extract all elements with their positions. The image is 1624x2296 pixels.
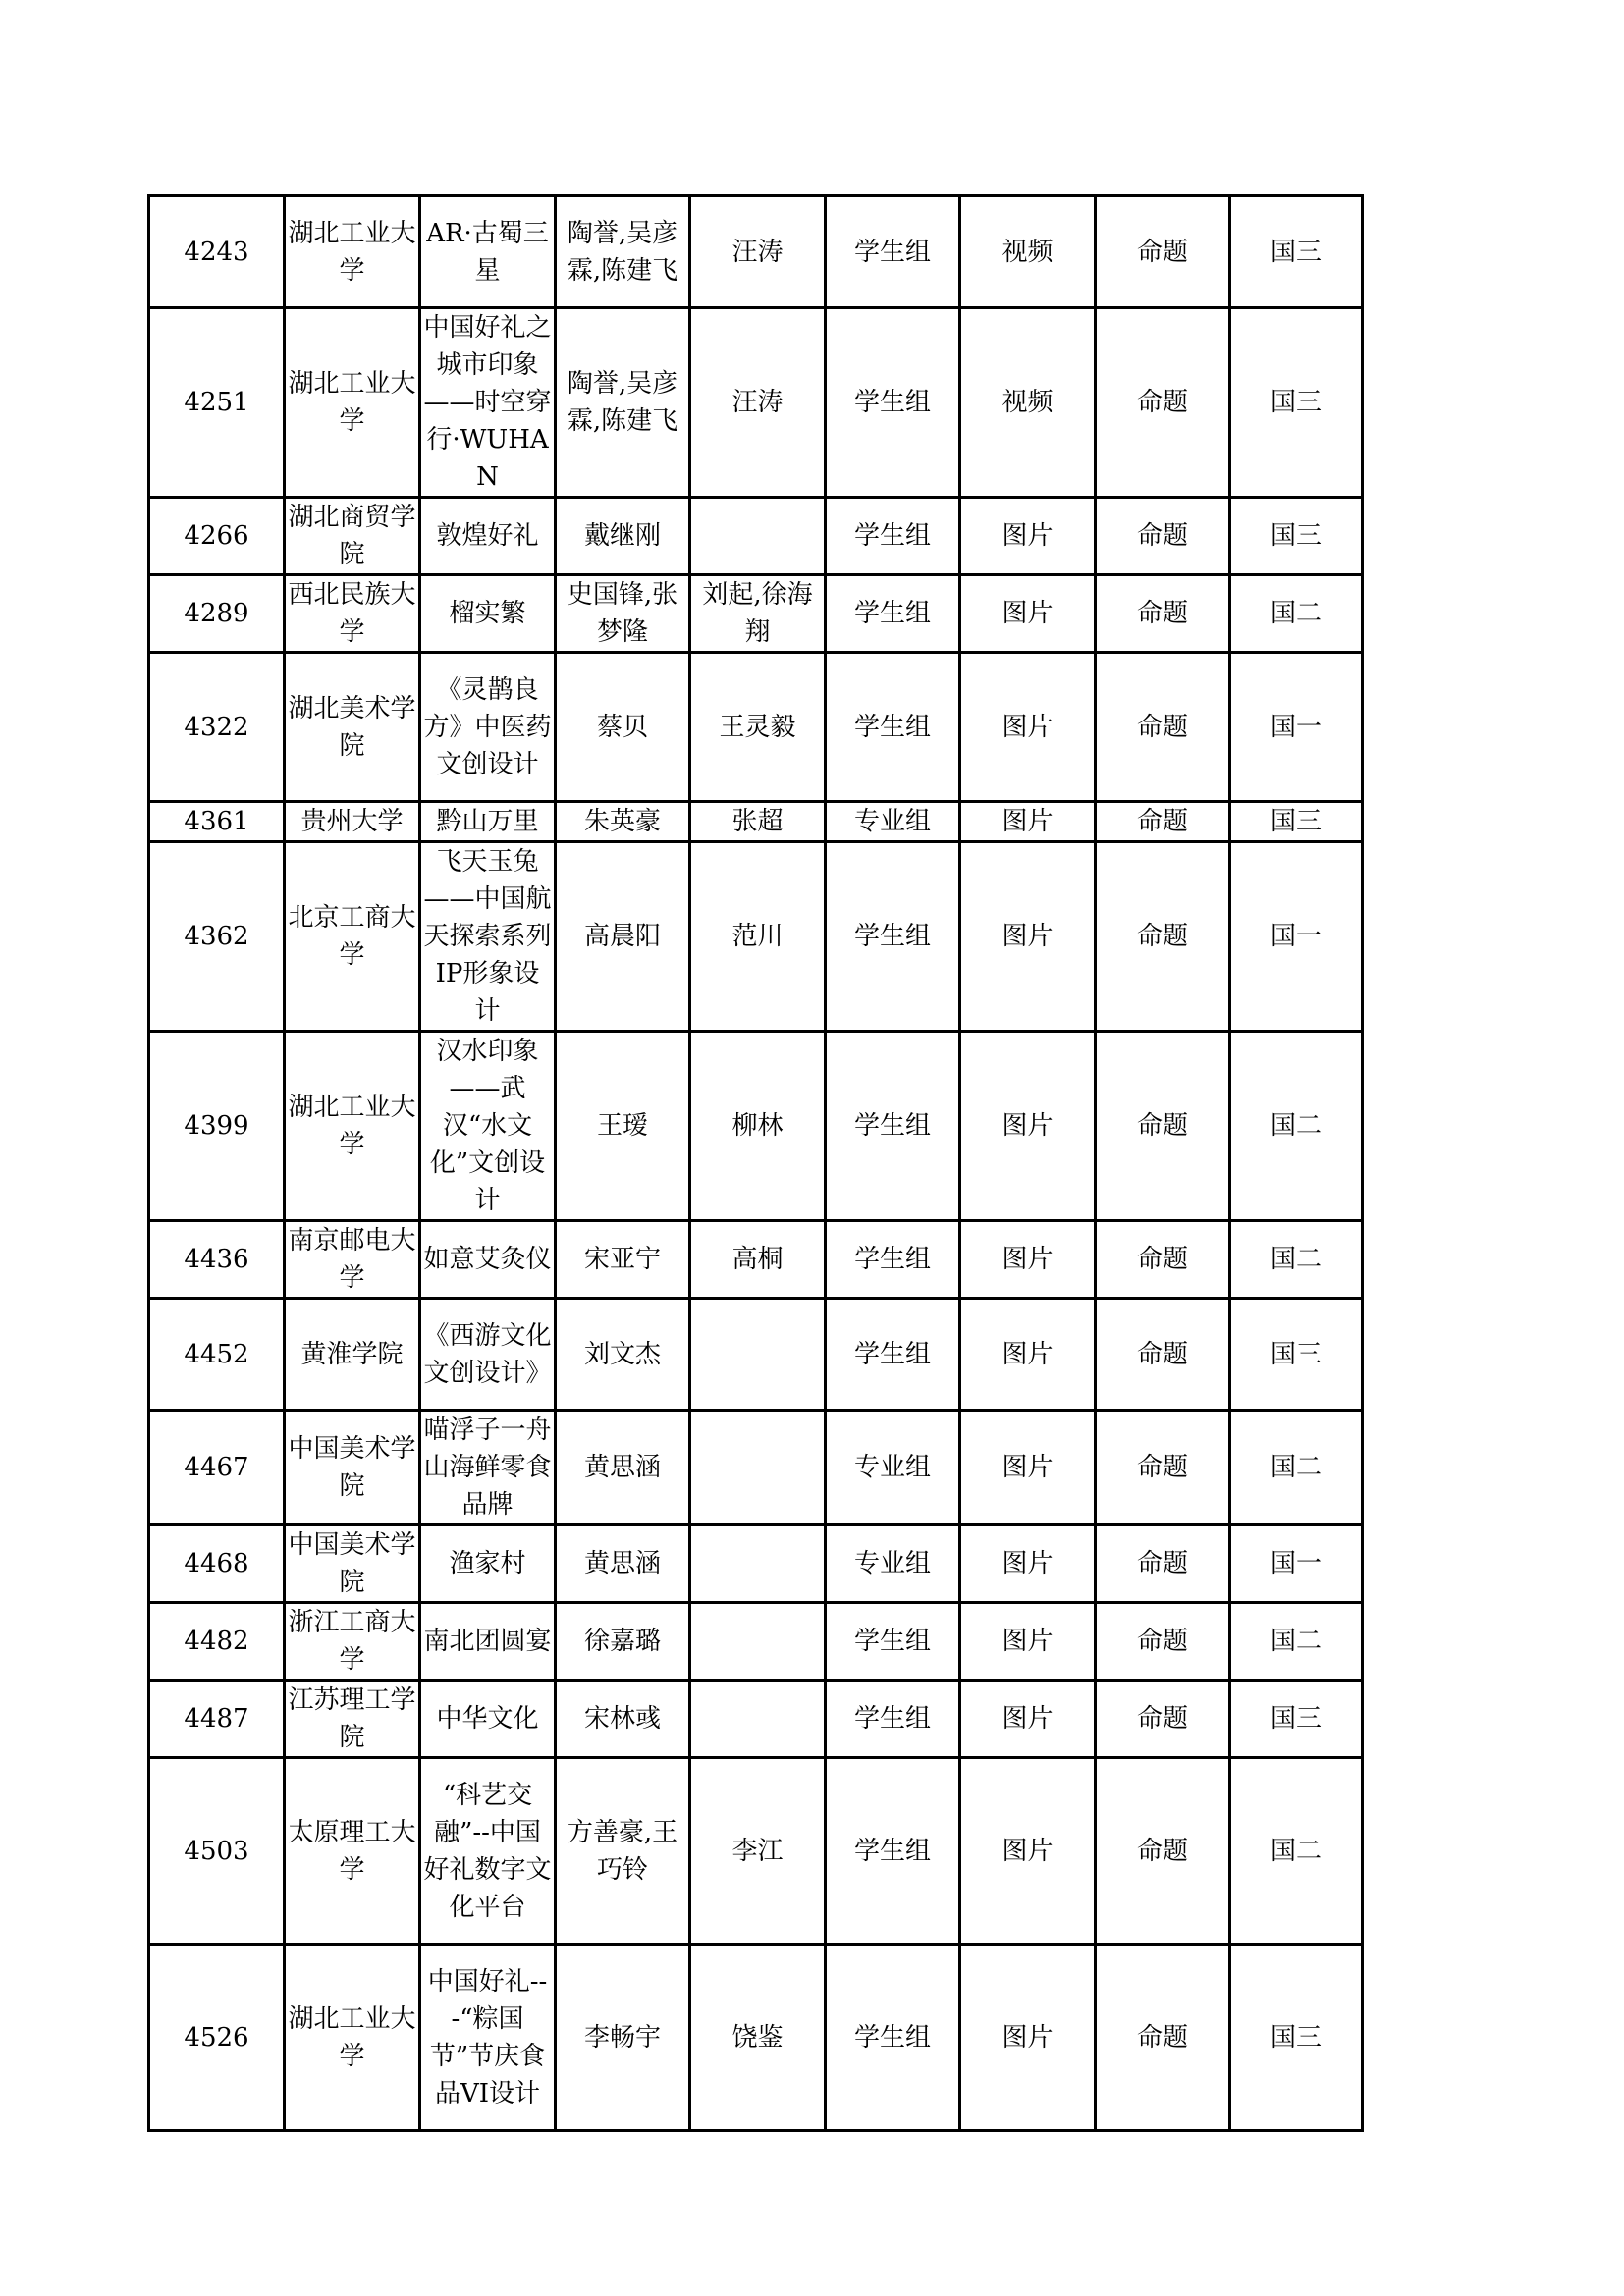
cell-advisor (690, 1681, 826, 1758)
cell-category: 命题 (1096, 802, 1230, 842)
cell-category: 命题 (1096, 842, 1230, 1032)
cell-type: 图片 (960, 498, 1096, 575)
table-row (149, 1411, 1363, 1525)
table-row (149, 575, 1363, 653)
cell-award: 国二 (1230, 1221, 1363, 1299)
cell-title: “科艺交融”--中国好礼数字文化平台 (420, 1758, 556, 1945)
cell-id: 4482 (149, 1603, 285, 1681)
cell-group: 学生组 (826, 575, 960, 653)
cell-advisor: 刘起,徐海翔 (690, 575, 826, 653)
cell-id: 4452 (149, 1299, 285, 1411)
cell-category: 命题 (1096, 1758, 1230, 1945)
cell-group: 学生组 (826, 1299, 960, 1411)
table-row (149, 1299, 1363, 1411)
table-row (149, 653, 1363, 802)
cell-type: 图片 (960, 1945, 1096, 2131)
cell-school: 湖北工业大学 (285, 1032, 420, 1221)
cell-type: 图片 (960, 1032, 1096, 1221)
cell-school: 黄淮学院 (285, 1299, 420, 1411)
cell-authors: 陶誉,吴彦霖,陈建飞 (556, 196, 690, 308)
cell-advisor: 范川 (690, 842, 826, 1032)
cell-award: 国二 (1230, 1758, 1363, 1945)
cell-title: 榴实繁 (420, 575, 556, 653)
cell-award: 国一 (1230, 842, 1363, 1032)
cell-authors: 黄思涵 (556, 1411, 690, 1525)
cell-type: 图片 (960, 1525, 1096, 1603)
cell-title: 如意艾灸仪 (420, 1221, 556, 1299)
cell-award: 国二 (1230, 1032, 1363, 1221)
cell-award: 国三 (1230, 196, 1363, 308)
cell-award: 国三 (1230, 498, 1363, 575)
cell-id: 4468 (149, 1525, 285, 1603)
cell-title: 南北团圆宴 (420, 1603, 556, 1681)
cell-title: 喵浮子一舟山海鲜零食品牌 (420, 1411, 556, 1525)
cell-type: 图片 (960, 842, 1096, 1032)
cell-authors: 刘文杰 (556, 1299, 690, 1411)
cell-group: 学生组 (826, 1681, 960, 1758)
cell-award: 国二 (1230, 1603, 1363, 1681)
table-row (149, 1221, 1363, 1299)
cell-school: 湖北工业大学 (285, 1945, 420, 2131)
cell-title: 敦煌好礼 (420, 498, 556, 575)
cell-school: 贵州大学 (285, 802, 420, 842)
cell-group: 学生组 (826, 1758, 960, 1945)
cell-group: 学生组 (826, 1603, 960, 1681)
cell-advisor: 高桐 (690, 1221, 826, 1299)
cell-group: 学生组 (826, 196, 960, 308)
cell-advisor: 柳林 (690, 1032, 826, 1221)
cell-award: 国三 (1230, 1945, 1363, 2131)
cell-type: 图片 (960, 1758, 1096, 1945)
cell-id: 4289 (149, 575, 285, 653)
cell-advisor: 李江 (690, 1758, 826, 1945)
cell-type: 视频 (960, 308, 1096, 498)
cell-authors: 王瑷 (556, 1032, 690, 1221)
cell-category: 命题 (1096, 653, 1230, 802)
cell-title: 中国好礼---“粽国节”节庆食品VI设计 (420, 1945, 556, 2131)
cell-title: AR·古蜀三星 (420, 196, 556, 308)
cell-school: 江苏理工学院 (285, 1681, 420, 1758)
cell-authors: 朱英豪 (556, 802, 690, 842)
cell-id: 4251 (149, 308, 285, 498)
cell-advisor: 汪涛 (690, 308, 826, 498)
cell-group: 学生组 (826, 1032, 960, 1221)
cell-type: 图片 (960, 1603, 1096, 1681)
cell-title: 《西游文化文创设计》 (420, 1299, 556, 1411)
cell-advisor: 饶鉴 (690, 1945, 826, 2131)
cell-group: 学生组 (826, 308, 960, 498)
cell-type: 图片 (960, 802, 1096, 842)
table-row (149, 196, 1363, 308)
cell-category: 命题 (1096, 1032, 1230, 1221)
cell-title: 中国好礼之城市印象——时空穿行·WUHAN (420, 308, 556, 498)
cell-category: 命题 (1096, 1681, 1230, 1758)
cell-category: 命题 (1096, 1411, 1230, 1525)
cell-authors: 黄思涵 (556, 1525, 690, 1603)
cell-school: 中国美术学院 (285, 1411, 420, 1525)
cell-group: 专业组 (826, 1525, 960, 1603)
cell-authors: 徐嘉璐 (556, 1603, 690, 1681)
cell-authors: 方善豪,王巧铃 (556, 1758, 690, 1945)
cell-school: 西北民族大学 (285, 575, 420, 653)
cell-id: 4362 (149, 842, 285, 1032)
cell-group: 学生组 (826, 1945, 960, 2131)
cell-advisor: 王灵毅 (690, 653, 826, 802)
cell-group: 学生组 (826, 498, 960, 575)
cell-id: 4436 (149, 1221, 285, 1299)
cell-authors: 宋林彧 (556, 1681, 690, 1758)
cell-category: 命题 (1096, 1525, 1230, 1603)
cell-authors: 戴继刚 (556, 498, 690, 575)
cell-id: 4399 (149, 1032, 285, 1221)
cell-school: 湖北工业大学 (285, 308, 420, 498)
cell-title: 中华文化 (420, 1681, 556, 1758)
cell-group: 专业组 (826, 802, 960, 842)
cell-category: 命题 (1096, 1603, 1230, 1681)
cell-award: 国三 (1230, 802, 1363, 842)
cell-school: 太原理工大学 (285, 1758, 420, 1945)
table-row (149, 1681, 1363, 1758)
cell-advisor (690, 1299, 826, 1411)
table-row (149, 802, 1363, 842)
cell-group: 学生组 (826, 842, 960, 1032)
cell-category: 命题 (1096, 1299, 1230, 1411)
cell-category: 命题 (1096, 196, 1230, 308)
cell-type: 图片 (960, 1681, 1096, 1758)
cell-authors: 史国锋,张梦隆 (556, 575, 690, 653)
cell-school: 湖北商贸学院 (285, 498, 420, 575)
cell-school: 湖北工业大学 (285, 196, 420, 308)
cell-award: 国三 (1230, 1299, 1363, 1411)
cell-school: 南京邮电大学 (285, 1221, 420, 1299)
cell-school: 北京工商大学 (285, 842, 420, 1032)
cell-type: 图片 (960, 575, 1096, 653)
cell-title: 《灵鹊良方》中医药文创设计 (420, 653, 556, 802)
table-row (149, 1758, 1363, 1945)
table-row (149, 1032, 1363, 1221)
cell-award: 国一 (1230, 1525, 1363, 1603)
table-row (149, 1603, 1363, 1681)
cell-category: 命题 (1096, 575, 1230, 653)
cell-id: 4467 (149, 1411, 285, 1525)
cell-id: 4266 (149, 498, 285, 575)
table-row (149, 498, 1363, 575)
cell-award: 国二 (1230, 575, 1363, 653)
cell-authors: 陶誉,吴彦霖,陈建飞 (556, 308, 690, 498)
cell-id: 4361 (149, 802, 285, 842)
cell-category: 命题 (1096, 1221, 1230, 1299)
results-table (147, 194, 1364, 2132)
cell-advisor: 张超 (690, 802, 826, 842)
cell-type: 图片 (960, 1221, 1096, 1299)
cell-group: 专业组 (826, 1411, 960, 1525)
cell-id: 4503 (149, 1758, 285, 1945)
cell-advisor: 汪涛 (690, 196, 826, 308)
cell-id: 4487 (149, 1681, 285, 1758)
cell-authors: 蔡贝 (556, 653, 690, 802)
cell-school: 中国美术学院 (285, 1525, 420, 1603)
cell-school: 浙江工商大学 (285, 1603, 420, 1681)
cell-category: 命题 (1096, 308, 1230, 498)
cell-type: 图片 (960, 653, 1096, 802)
cell-award: 国一 (1230, 653, 1363, 802)
table-row (149, 842, 1363, 1032)
cell-award: 国三 (1230, 308, 1363, 498)
cell-group: 学生组 (826, 653, 960, 802)
cell-title: 汉水印象——武汉“水文化”文创设计 (420, 1032, 556, 1221)
cell-advisor (690, 1525, 826, 1603)
table-row (149, 1945, 1363, 2131)
cell-type: 图片 (960, 1299, 1096, 1411)
table-row (149, 308, 1363, 498)
cell-advisor (690, 498, 826, 575)
cell-authors: 李畅宇 (556, 1945, 690, 2131)
cell-title: 渔家村 (420, 1525, 556, 1603)
cell-type: 图片 (960, 1411, 1096, 1525)
cell-school: 湖北美术学院 (285, 653, 420, 802)
cell-advisor (690, 1411, 826, 1525)
cell-id: 4526 (149, 1945, 285, 2131)
cell-category: 命题 (1096, 1945, 1230, 2131)
cell-authors: 高晨阳 (556, 842, 690, 1032)
cell-award: 国二 (1230, 1411, 1363, 1525)
cell-category: 命题 (1096, 498, 1230, 575)
cell-advisor (690, 1603, 826, 1681)
cell-group: 学生组 (826, 1221, 960, 1299)
cell-authors: 宋亚宁 (556, 1221, 690, 1299)
cell-type: 视频 (960, 196, 1096, 308)
cell-id: 4322 (149, 653, 285, 802)
cell-award: 国三 (1230, 1681, 1363, 1758)
cell-title: 黔山万里 (420, 802, 556, 842)
cell-title: 飞天玉兔——中国航天探索系列IP形象设计 (420, 842, 556, 1032)
cell-id: 4243 (149, 196, 285, 308)
table-row (149, 1525, 1363, 1603)
